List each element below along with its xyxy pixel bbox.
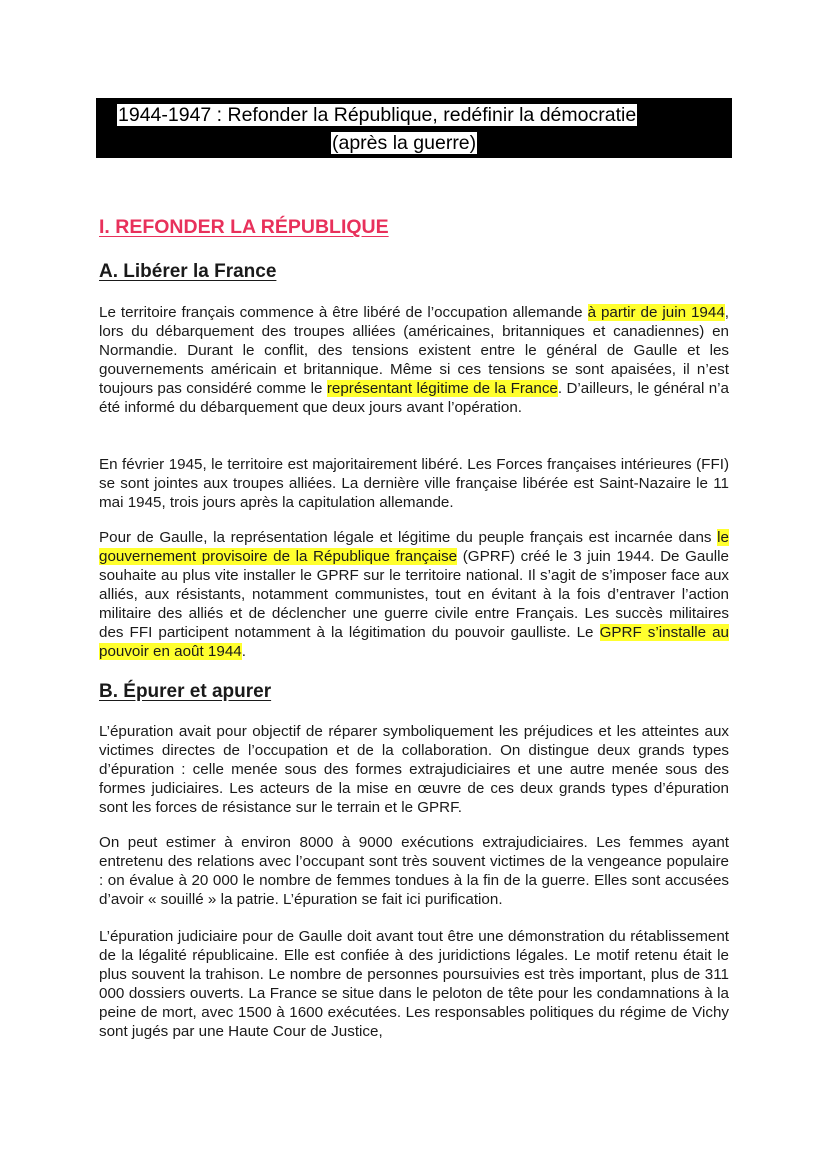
highlighted-text: le gouvernement provisoire de la République française xyxy=(99,529,729,565)
paragraph-text: , lors du débarquement des troupes alliées (américaines, britanniques et canadiennes) en Normandie. Durant le conflit, des tensions existent entre le général de Gaulle et les gouvernements américain et britannique. Même si ces tensions se sont apaisées, il n’est toujours pas considéré comme le xyxy=(99,304,730,397)
subsection-heading-liberer: A. Libérer la France xyxy=(99,261,277,282)
section-heading-refonder: I. REFONDER LA RÉPUBLIQUE xyxy=(99,216,389,238)
subsection-heading-epurer: B. Épurer et apurer xyxy=(99,681,272,702)
paragraph-text: (GPRF) créé le 3 juin 1944. De Gaulle souhaite au plus vite installer le GPRF sur le territoire national. Il s’agit de s’imposer face aux alliés, aux résistants, notamment communistes, tout en évitant à la fois d’entraver l’action militaire des alliés et de déclencher une guerre civile entre Français. Les succès militaires des FFI participent notamment à la légitimation du pouvoir gaulliste. Le xyxy=(99,548,729,641)
page-title-line-1: 1944-1947 : Refonder la République, redéfinir la démocratie xyxy=(118,104,637,126)
paragraph-liberation xyxy=(99,303,729,417)
paragraph-text: Le territoire français commence à être libéré de l’occupation allemande xyxy=(99,304,588,321)
paragraph-executions-extrajudiciaires: On peut estimer à environ 8000 à 9000 exécutions extrajudiciaires. Les femmes ayant entretenu des relations avec l’occupant sont très souvent victimes de la vengeance populaire : on évalue à 20 000 le nombre de femmes tondues à la fin de la guerre. Elles sont accusées d’avoir « souillé » la patrie. L’épuration se fait ici purification. xyxy=(99,834,729,908)
paragraph-epuration-judiciaire: L’épuration judiciaire pour de Gaulle doit avant tout être une démonstration du rétablissement de la légalité républicaine. Elle est confiée à des juridictions légales. Le motif retenu était le plus souvent la trahison. Le nombre de personnes poursuivies est très important, plus de 311 000 dossiers ouverts. La France se situe dans le peloton de tête pour les condamnations à la peine de mort, avec 1500 à 1600 exécutées. Les responsables politiques du régime de Vichy sont jugés par une Haute Cour de Justice, xyxy=(99,928,729,1040)
paragraph-text: . D’ailleurs, le général n’a été informé du débarquement que deux jours avant l’opération. xyxy=(99,380,729,416)
paragraph-fevrier-1945: En février 1945, le territoire est majoritairement libéré. Les Forces françaises intérieures (FFI) se sont jointes aux troupes alliées. La dernière ville française libérée est Saint-Nazaire le 11 mai 1945, trois jours après la capitulation allemande. xyxy=(99,456,729,511)
highlighted-text: représentant légitime de la France xyxy=(326,380,558,397)
page-title-line-2: (après la guerre) xyxy=(332,132,477,154)
paragraph-epuration-objectif: L’épuration avait pour objectif de réparer symboliquement les préjudices et les atteintes aux victimes directes de l’occupation et de la collaboration. On distingue deux grands types d’épuration : celle menée sous des formes extrajudiciaires et une autre menée sous des formes judiciaires. Les acteurs de la mise en œuvre de ces deux grands types d’épuration sont les forces de résistance sur le terrain et le GPRF. xyxy=(99,723,729,816)
highlighted-text: GPRF s’installe au pouvoir en août 1944 xyxy=(99,624,729,660)
highlighted-text: à partir de juin 1944 xyxy=(587,304,725,321)
paragraph-text: Pour de Gaulle, la représentation légale et légitime du peuple français est incarnée dans xyxy=(99,529,718,546)
paragraph-gprf xyxy=(99,528,729,661)
paragraph-text: . xyxy=(241,643,246,660)
